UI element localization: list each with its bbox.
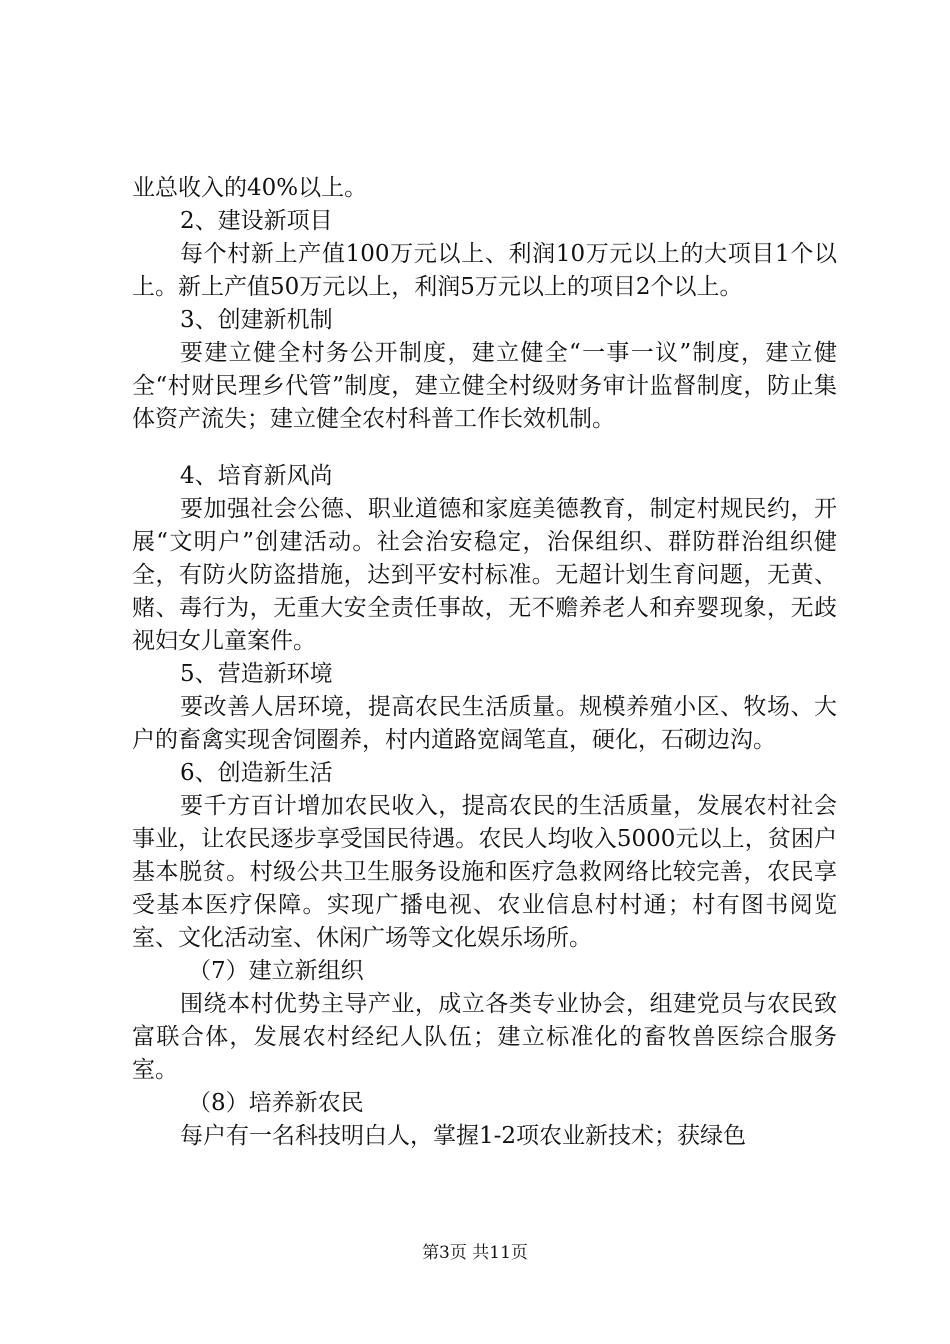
paragraph-continuation: 业总收入的40%以上。	[132, 175, 368, 201]
paragraph-new-organization: 围绕本村优势主导产业，成立各类专业协会，组建党员与农民致富联合体，发展农村经纪人队伍；建立标准化的畜牧兽医综合服务室。	[132, 991, 837, 1083]
page-number-footer: 第3页 共11页	[422, 1243, 528, 1263]
section-heading-new-mechanism: 3、创建新机制	[180, 307, 333, 333]
section-heading-new-life: 6、创造新生活	[180, 760, 333, 786]
document-body	[132, 172, 837, 1153]
section-heading-new-customs: 4、培育新风尚	[180, 463, 333, 489]
section-heading-new-farmers: （8）培养新农民	[188, 1090, 364, 1116]
paragraph-new-environment: 要改善人居环境，提高农民生活质量。规模养殖小区、牧场、大户的畜禽实现舍饲圈养，村内道路宽阔笔直，硬化，石砌边沟。	[132, 694, 837, 753]
section-heading-new-environment: 5、营造新环境	[180, 661, 333, 687]
paragraph-new-farmers: 每户有一名科技明白人，掌握1-2项农业新技术；获绿色	[180, 1123, 747, 1149]
paragraph-new-projects: 每个村新上产值100万元以上、利润10万元以上的大项目1个以上。新上产值50万元以上，利润5万元以上的项目2个以上。	[132, 241, 837, 300]
paragraph-new-customs: 要加强社会公德、职业道德和家庭美德教育，制定村规民约，开展“文明户”创建活动。社会治安稳定，治保组织、群防群治组织健全，有防火防盗措施，达到平安村标准。无超计划生育问题，无黄、赌、毒行为，无重大安全责任事故，无不赡养老人和弃婴现象，无歧视妇女儿童案件。	[132, 496, 837, 654]
section-heading-new-projects: 2、建设新项目	[180, 208, 333, 234]
paragraph-new-life: 要千方百计增加农民收入，提高农民的生活质量，发展农村社会事业，让农民逐步享受国民待遇。农民人均收入5000元以上，贫困户基本脱贫。村级公共卫生服务设施和医疗急救网络比较完善，农民享受基本医疗保障。实现广播电视、农业信息村村通；村有图书阅览室、文化活动室、休闲广场等文化娱乐场所。	[132, 793, 837, 951]
paragraph-new-mechanism: 要建立健全村务公开制度，建立健全“一事一议”制度，建立健全“村财民理乡代管”制度，建立健全村级财务审计监督制度，防止集体资产流失；建立健全农村科普工作长效机制。	[132, 340, 837, 432]
section-heading-new-organization: （7）建立新组织	[188, 958, 364, 984]
paragraph-spacer	[132, 436, 837, 460]
